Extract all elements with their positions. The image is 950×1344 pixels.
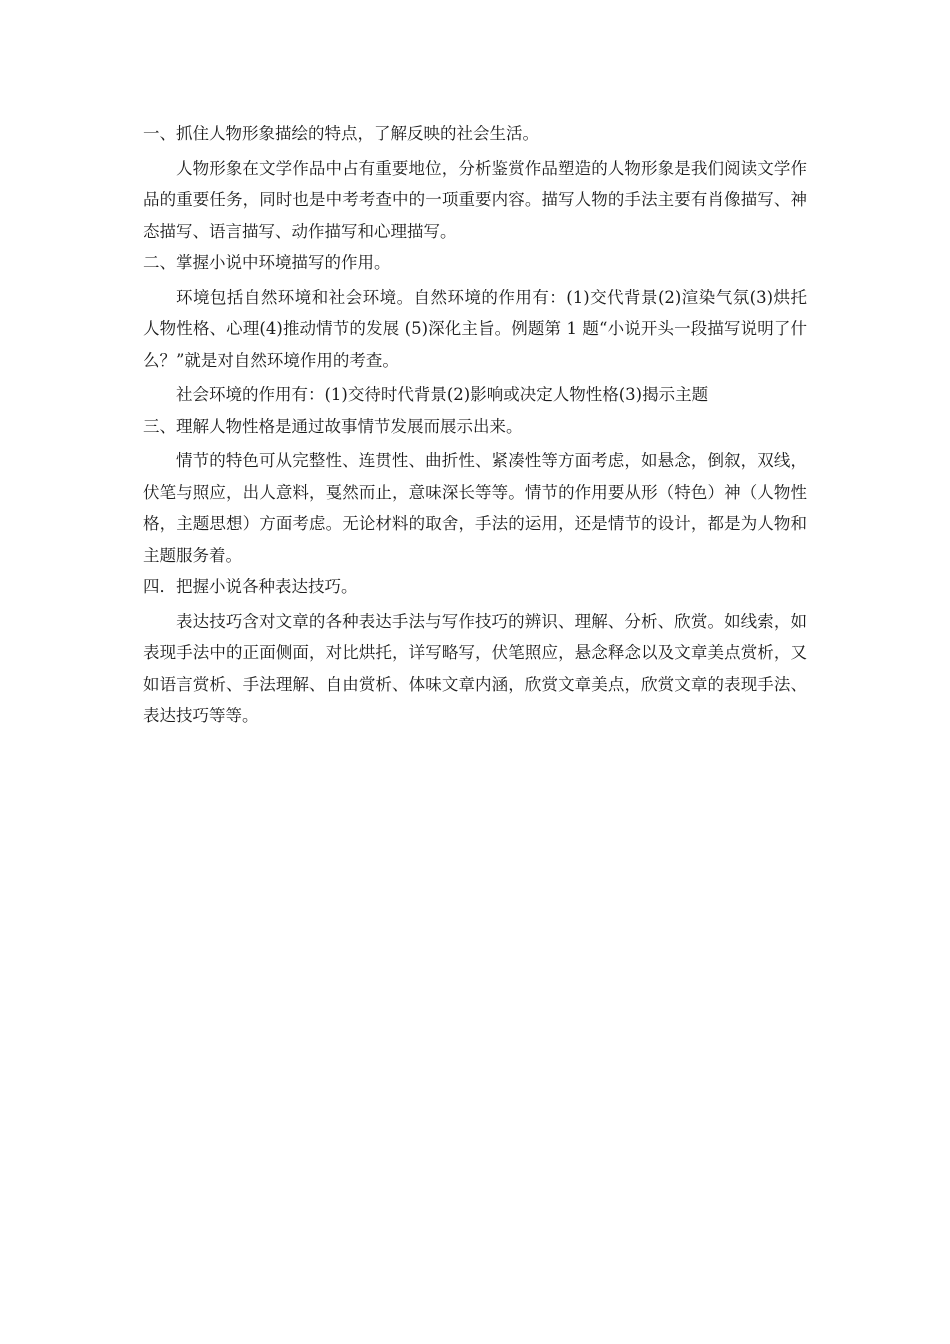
section-heading-3: 三、理解人物性格是通过故事情节发展而展示出来。 — [143, 416, 523, 436]
section-heading-2: 二、掌握小说中环境描写的作用。 — [143, 253, 391, 272]
section-heading-4: 四．把握小说各种表达技巧。 — [143, 577, 358, 596]
section-paragraph-3: 情节的特色可从完整性、连贯性、曲折性、紧凑性等方面考虑，如悬念，倒叙，双线，伏笔与照应，出人意料，戛然而止，意味深长等等。情节的作用要从形（特色）神（人物性格，主题思想）方面考虑。无论材料的取舍，手法的运用，还是情节的设计，都是为人物和主题服务着。 — [143, 451, 807, 565]
section-heading-1: 一、抓住人物形象描绘的特点，了解反映的社会生活。 — [143, 124, 539, 143]
section-paragraph-2b: 社会环境的作用有：(1)交待时代背景(2)影响或决定人物性格(3)揭示主题 — [176, 385, 709, 404]
section-paragraph-1: 人物形象在文学作品中占有重要地位，分析鉴赏作品塑造的人物形象是我们阅读文学作品的重要任务，同时也是中考考查中的一项重要内容。描写人物的手法主要有肖像描写、神态描写、语言描写、动作描写和心理描写。 — [143, 158, 807, 241]
section-paragraph-2a: 环境包括自然环境和社会环境。自然环境的作用有：(1)交代背景(2)渲染气氛(3)烘托人物性格、心理(4)推动情节的发展 (5)深化主旨。例题第 1 题“小说开头一段描写说明了什么？”就是对自然环境作用的考查。 — [143, 287, 807, 370]
section-paragraph-4: 表达技巧含对文章的各种表达手法与写作技巧的辨识、理解、分析、欣赏。如线索，如表现手法中的正面侧面，对比烘托，详写略写，伏笔照应，悬念释念以及文章美点赏析，又如语言赏析、手法理解、自由赏析、体味文章内涵，欣赏文章美点，欣赏文章的表现手法、表达技巧等等。 — [143, 611, 807, 725]
document-body — [143, 118, 807, 732]
